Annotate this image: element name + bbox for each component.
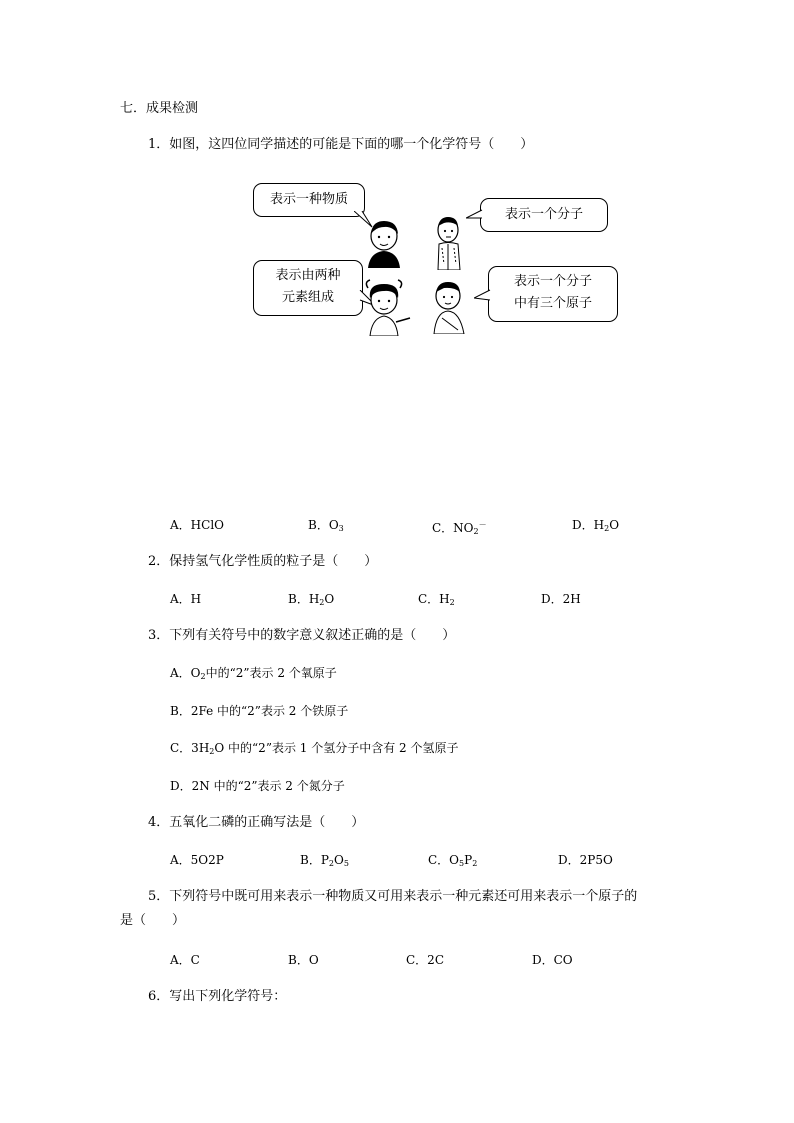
q4-option-a: A．5O2P: [170, 853, 224, 867]
q1-option-d-post: O: [609, 518, 620, 532]
speech-bubble-3: [253, 260, 363, 316]
q2-option-b: [288, 590, 334, 612]
speech-bubble-1: [253, 183, 365, 217]
q5-option-d: D．CO: [532, 953, 573, 967]
question-3-text: 3．下列有关符号中的数字意义叙述正确的是（ ）: [148, 628, 456, 643]
q2-option-d: D．2H: [541, 592, 581, 606]
q4-option-c-text: C．O: [428, 853, 460, 867]
q3-option-c-text: C．3H: [170, 741, 210, 755]
q5-option-b: B．O: [288, 953, 319, 967]
q4-option-b-sub-1: 2: [328, 859, 334, 868]
q1-option-d-sub: 2: [604, 524, 610, 533]
q4-option-c-sub-1: 5: [459, 859, 465, 868]
question-1-figure: [250, 178, 630, 338]
q1-option-c: [432, 516, 487, 541]
q4-option-c: [428, 851, 477, 873]
speech-bubble-4-tail: [474, 288, 494, 308]
speech-bubble-3-line-2: 元素组成: [281, 290, 334, 305]
speech-bubble-4-line-2: 中有三个原子: [513, 296, 592, 311]
question-5-text-line-1: 5．下列符号中既可用来表示一种物质又可用来表示一种元素还可用来表示一个原子的: [148, 889, 638, 904]
q1-option-b: [308, 516, 344, 538]
q3-option-a-text: A．O: [170, 666, 201, 680]
q1-option-c-sup: －: [478, 520, 487, 529]
q4-option-d: D．2P5O: [558, 853, 613, 867]
q4-option-b-mid: O: [334, 853, 344, 867]
speech-bubble-2-text: 表示一个分子: [504, 207, 583, 222]
q5-option-a: A．C: [170, 953, 200, 967]
q2-option-a: A．H: [170, 592, 202, 606]
q4-option-b-text: B．P: [300, 853, 329, 867]
q2-option-c: [418, 590, 455, 612]
q3-option-a-sub: 2: [200, 672, 206, 681]
q3-option-a-post: 中的“2”表示 2 个氧原子: [205, 666, 337, 680]
q1-option-c-text: C．NO: [432, 521, 474, 535]
q3-option-d: D．2N 中的“2”表示 2 个氮分子: [170, 779, 345, 793]
q2-option-c-sub: 2: [449, 598, 455, 607]
q3-option-c-post: O 中的“2”表示 1 个氢分子中含有 2 个氢原子: [214, 741, 459, 755]
q2-option-b-text: B．H: [288, 592, 320, 606]
q3-option-b: B．2Fe 中的“2”表示 2 个铁原子: [170, 704, 349, 718]
question-1-text: 1．如图，这四位同学描述的可能是下面的哪一个化学符号（ ）: [148, 137, 534, 152]
q4-option-b-sub-2: 5: [343, 859, 349, 868]
q1-option-d-text: D．H: [572, 518, 605, 532]
question-4-text: 4．五氧化二磷的正确写法是（ ）: [148, 815, 365, 830]
q3-option-a: [170, 664, 337, 686]
q1-option-a: A．HClO: [170, 518, 224, 532]
q2-option-b-post: O: [324, 592, 335, 606]
question-6-text: 6．写出下列化学符号：: [148, 989, 287, 1004]
q1-option-b-text: B．O: [308, 518, 339, 532]
q3-option-c: [170, 739, 458, 761]
speech-bubble-4: [488, 266, 618, 322]
question-5-text-line-2: 是（ ）: [120, 913, 186, 928]
q1-option-c-sub: 2: [473, 527, 479, 536]
q5-option-c: C．2C: [406, 953, 444, 967]
q1-option-b-sub: 3: [338, 524, 344, 533]
speech-bubble-3-line-1: 表示由两种: [275, 268, 341, 283]
student-girl-1-icon: [362, 216, 408, 268]
q4-option-b: [300, 851, 349, 873]
q4-option-c-sub-2: 2: [472, 859, 478, 868]
student-boy-1-icon: [430, 214, 470, 270]
student-girl-2-icon: [362, 278, 412, 336]
q2-option-c-text: C．H: [418, 592, 450, 606]
q1-option-d: [572, 516, 619, 538]
speech-bubble-4-line-1: 表示一个分子: [513, 274, 592, 289]
q2-option-b-sub: 2: [319, 598, 325, 607]
speech-bubble-2: [480, 198, 608, 232]
q4-option-c-mid: P: [464, 853, 473, 867]
question-2-text: 2．保持氢气化学性质的粒子是（ ）: [148, 554, 378, 569]
student-boy-2-icon: [428, 278, 472, 334]
speech-bubble-1-text: 表示一种物质: [269, 192, 348, 207]
section-title: 七．成果检测: [120, 101, 199, 116]
q3-option-c-sub: 2: [209, 747, 215, 756]
